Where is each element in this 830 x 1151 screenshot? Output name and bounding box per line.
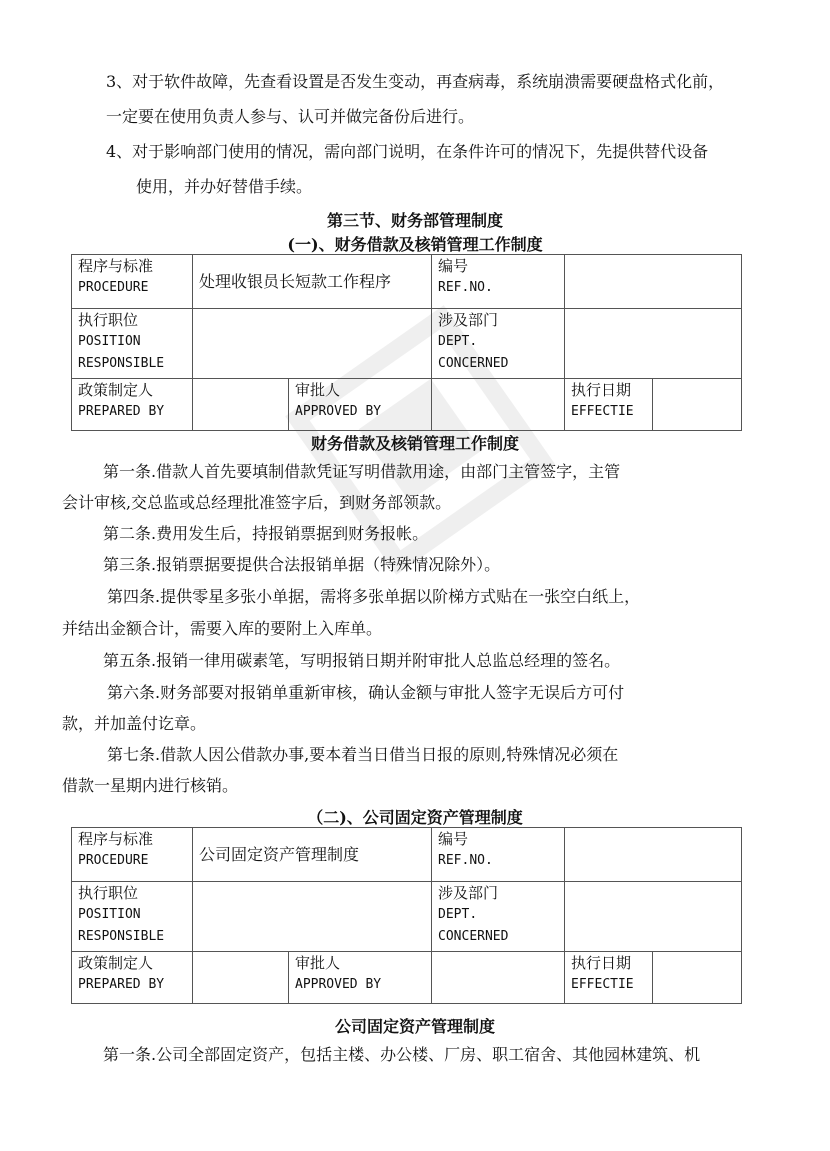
procedure-form-table-2 bbox=[71, 827, 742, 1004]
effective-value-cell bbox=[653, 952, 742, 1004]
position-label-en2: RESPONSIBLE bbox=[78, 929, 165, 944]
doc1-article3: 第三条.报销票据要提供合法报销单据（特殊情况除外）。 bbox=[103, 555, 501, 574]
doc1-article7-line2: 借款一星期内进行核销。 bbox=[62, 776, 239, 795]
doc1-article1-line2: 会计审核,交总监或总经理批准签字后，到财务部领款。 bbox=[62, 493, 452, 512]
doc1-article4-line2: 并结出金额合计，需要入库的要附上入库单。 bbox=[62, 619, 383, 638]
approved-label-en: APPROVED BY bbox=[295, 977, 382, 992]
procedure-name-cell: 公司固定资产管理制度 bbox=[193, 828, 432, 882]
doc1-article6-line2: 款，并加盖付讫章。 bbox=[62, 714, 207, 733]
procedure-label-cell bbox=[72, 828, 193, 882]
approved-label-cn: 审批人 bbox=[295, 954, 341, 972]
approved-label-cell bbox=[289, 379, 432, 431]
dept-label-cell bbox=[432, 309, 565, 379]
doc1-article4-line1: 第四条.提供零星多张小单据，需将多张单据以阶梯方式贴在一张空白纸上， bbox=[107, 587, 641, 606]
dept-label-cell bbox=[432, 882, 565, 952]
doc1-article1-line1: 第一条.借款人首先要填制借款凭证写明借款用途，由部门主管签字，主管 bbox=[103, 462, 621, 481]
dept-label-cn: 涉及部门 bbox=[438, 311, 499, 329]
ref-value-cell bbox=[565, 828, 742, 882]
position-value-cell bbox=[193, 309, 432, 379]
dept-label-en1: DEPT. bbox=[438, 334, 478, 349]
prepared-label-cn: 政策制定人 bbox=[78, 381, 154, 399]
procedure-label-cn: 程序与标准 bbox=[78, 830, 154, 848]
position-label-cell bbox=[72, 309, 193, 379]
position-label-en1: POSITION bbox=[78, 907, 141, 922]
dept-label-en1: DEPT. bbox=[438, 907, 478, 922]
effective-label-cell bbox=[565, 379, 653, 431]
prepared-label-en: PREPARED BY bbox=[78, 977, 165, 992]
dept-value-cell bbox=[565, 882, 742, 952]
ref-label-cell bbox=[432, 828, 565, 882]
procedure-label-en: PROCEDURE bbox=[78, 280, 149, 295]
ref-label-cell bbox=[432, 255, 565, 309]
approved-label-en: APPROVED BY bbox=[295, 404, 382, 419]
effective-label-cell bbox=[565, 952, 653, 1004]
position-label-en1: POSITION bbox=[78, 334, 141, 349]
procedure-name-cell: 处理收银员长短款工作程序 bbox=[193, 255, 432, 309]
doc1-title: 财务借款及核销管理工作制度 bbox=[310, 434, 519, 453]
effective-value-cell bbox=[653, 379, 742, 431]
position-value-cell bbox=[193, 882, 432, 952]
doc1-article5: 第五条.报销一律用碳素笔，写明报销日期并附审批人总监总经理的签名。 bbox=[103, 651, 621, 670]
procedure-label-en: PROCEDURE bbox=[78, 853, 149, 868]
ref-label-en: REF.NO. bbox=[438, 280, 493, 295]
approved-value-cell bbox=[432, 952, 565, 1004]
procedure-label-cell bbox=[72, 255, 193, 309]
effective-label-cn: 执行日期 bbox=[571, 381, 632, 399]
dept-label-en2: CONCERNED bbox=[438, 929, 509, 944]
subsection-1-title: (一)、财务借款及核销管理工作制度 bbox=[287, 235, 543, 254]
prepared-value-cell bbox=[193, 952, 289, 1004]
prepared-label-cell bbox=[72, 379, 193, 431]
doc2-article1-line1: 第一条.公司全部固定资产，包括主楼、办公楼、厂房、职工宿舍、其他园林建筑、机 bbox=[103, 1045, 701, 1064]
doc1-article6-line1: 第六条.财务部要对报销单重新审核，确认金额与审批人签字无误后方可付 bbox=[107, 683, 625, 702]
effective-label-en: EFFECTIE bbox=[571, 404, 634, 419]
section-title: 第三节、财务部管理制度 bbox=[326, 211, 503, 230]
prepared-label-en: PREPARED BY bbox=[78, 404, 165, 419]
effective-label-en: EFFECTIE bbox=[571, 977, 634, 992]
dept-label-cn: 涉及部门 bbox=[438, 884, 499, 902]
intro-p3-line1: 3、对于软件故障，先查看设置是否发生变动，再查病毒，系统崩溃需要硬盘格式化前， bbox=[106, 72, 725, 91]
intro-p4-line1: 4、对于影响部门使用的情况，需向部门说明，在条件许可的情况下，先提供替代设备 bbox=[106, 142, 709, 161]
position-label-cell bbox=[72, 882, 193, 952]
ref-label-cn: 编号 bbox=[438, 830, 469, 848]
ref-label-cn: 编号 bbox=[438, 257, 469, 275]
position-label-en2: RESPONSIBLE bbox=[78, 356, 165, 371]
intro-p3-line2: 一定要在使用负责人参与、认可并做完备份后进行。 bbox=[106, 107, 475, 126]
doc1-article7-line1: 第七条.借款人因公借款办事,要本着当日借当日报的原则,特殊情况必须在 bbox=[107, 745, 619, 764]
procedure-label-cn: 程序与标准 bbox=[78, 257, 154, 275]
prepared-value-cell bbox=[193, 379, 289, 431]
subsection-2-title: （二)、公司固定资产管理制度 bbox=[307, 808, 523, 827]
position-label-cn: 执行职位 bbox=[78, 884, 139, 902]
approved-label-cn: 审批人 bbox=[295, 381, 341, 399]
intro-p4-line2: 使用，并办好替借手续。 bbox=[136, 177, 313, 196]
prepared-label-cn: 政策制定人 bbox=[78, 954, 154, 972]
doc2-title: 公司固定资产管理制度 bbox=[334, 1017, 495, 1036]
effective-label-cn: 执行日期 bbox=[571, 954, 632, 972]
prepared-label-cell bbox=[72, 952, 193, 1004]
position-label-cn: 执行职位 bbox=[78, 311, 139, 329]
doc1-article2: 第二条.费用发生后，持报销票据到财务报帐。 bbox=[103, 524, 429, 543]
approved-value-cell bbox=[432, 379, 565, 431]
dept-label-en2: CONCERNED bbox=[438, 356, 509, 371]
approved-label-cell bbox=[289, 952, 432, 1004]
ref-value-cell bbox=[565, 255, 742, 309]
procedure-form-table-1 bbox=[71, 254, 742, 431]
ref-label-en: REF.NO. bbox=[438, 853, 493, 868]
dept-value-cell bbox=[565, 309, 742, 379]
